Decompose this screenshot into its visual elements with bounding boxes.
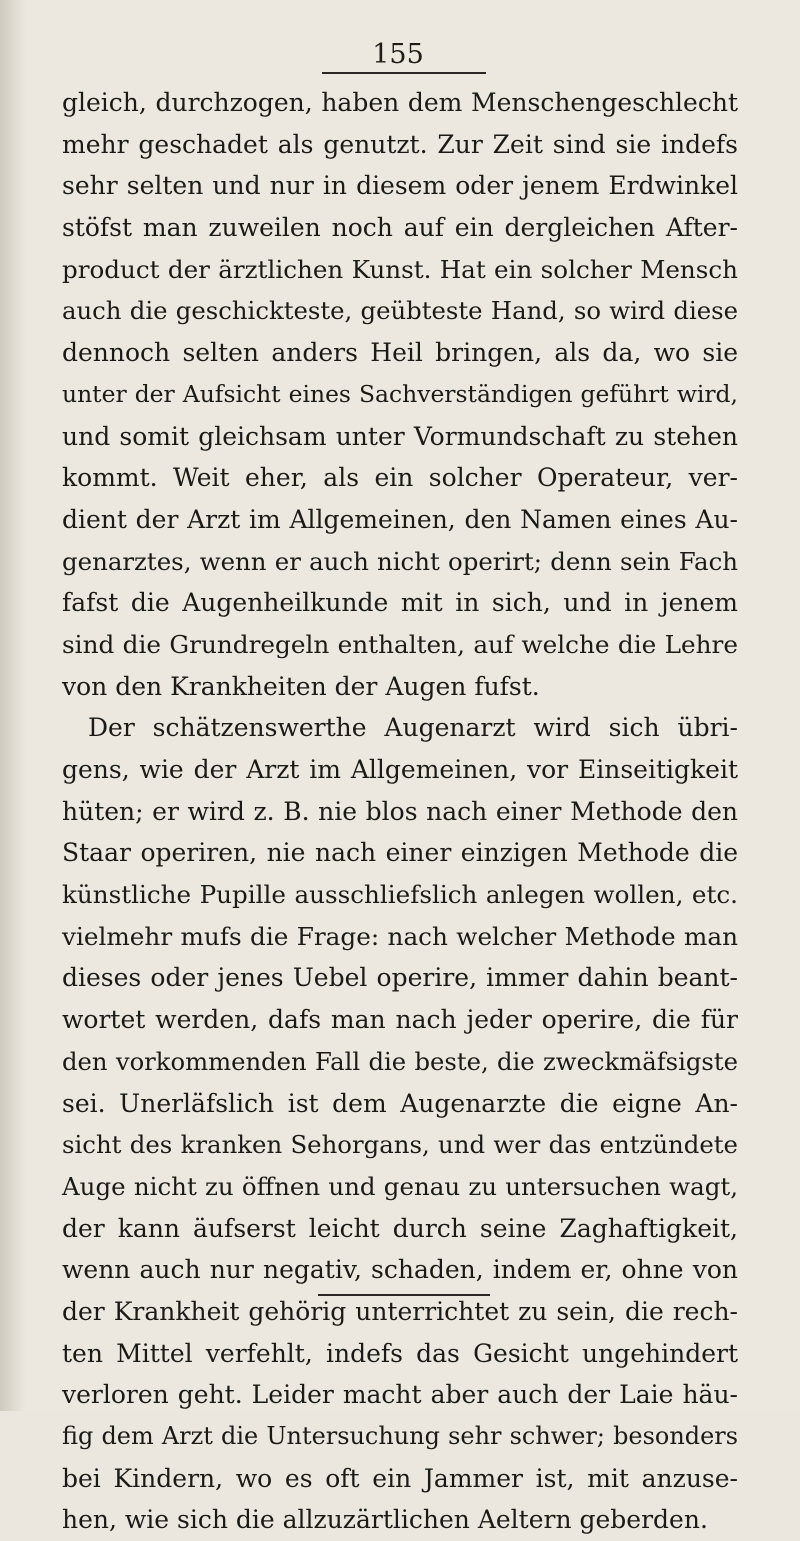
text-line: vielmehr mufs die Frage: nach welcher Methode man	[62, 921, 738, 951]
text-line-paragraph-start: Der schätzenswerthe Augenarzt wird sich übri-	[88, 713, 738, 743]
page-number: 155	[372, 39, 424, 70]
text-line: sehr selten und nur in diesem oder jenem Erdwinkel	[62, 171, 738, 201]
text-line: fafst die Augenheilkunde mit in sich, und in jenem	[62, 588, 738, 618]
text-line: dennoch selten anders Heil bringen, als da, wo sie	[62, 338, 738, 368]
text-line: product der ärztlichen Kunst. Hat ein solcher Mensch	[62, 254, 738, 284]
text-line: dieses oder jenes Uebel operire, immer dahin beant-	[62, 963, 738, 993]
text-line: gleich, durchzogen, haben dem Menschengeschlecht	[62, 88, 738, 117]
text-line-paragraph-end: von den Krankheiten der Augen fufst.	[62, 671, 540, 701]
text-line: unter der Aufsicht eines Sachverständigen geführt wird,	[62, 379, 738, 408]
header-rule	[322, 72, 486, 74]
spine-shadow	[0, 0, 26, 1411]
text-line: künstliche Pupille ausschliefslich anlegen wollen, etc.	[62, 880, 738, 910]
text-line: der kann äufserst leicht durch seine Zaghaftigkeit,	[62, 1213, 738, 1243]
text-line: wortet werden, dafs man nach jeder operire, die für	[62, 1005, 738, 1035]
text-line: und somit gleichsam unter Vormundschaft zu stehen	[62, 421, 738, 451]
footer-rule	[318, 1294, 490, 1296]
text-line: Auge nicht zu öffnen und genau zu untersuchen wagt,	[62, 1171, 738, 1201]
text-line: bei Kindern, wo es oft ein Jammer ist, mit anzuse-	[62, 1463, 738, 1493]
text-line: der Krankheit gehörig unterrichtet zu sein, die rech-	[62, 1296, 738, 1326]
text-line: gens, wie der Arzt im Allgemeinen, vor Einseitigkeit	[62, 755, 738, 784]
text-line: sei. Unerläfslich ist dem Augenarzte die eigne An-	[62, 1088, 738, 1118]
text-line: genarztes, wenn er auch nicht operirt; denn sein Fach	[62, 546, 738, 576]
text-line: auch die geschickteste, geübteste Hand, so wird diese	[62, 296, 738, 326]
text-line: hüten; er wird z. B. nie blos nach einer Methode den	[62, 796, 738, 826]
text-line: sicht des kranken Sehorgans, und wer das entzündete	[62, 1130, 738, 1160]
text-line: kommt. Weit eher, als ein solcher Operateur, ver-	[62, 463, 738, 493]
text-line: fig dem Arzt die Untersuchung sehr schwer; besonders	[62, 1422, 738, 1450]
text-line: mehr geschadet als genutzt. Zur Zeit sind sie indefs	[62, 129, 738, 159]
text-line: stöfst man zuweilen noch auf ein dergleichen After-	[62, 213, 738, 243]
text-line: ten Mittel verfehlt, indefs das Gesicht ungehindert	[62, 1338, 738, 1368]
text-line: wenn auch nur negativ, schaden, indem er, ohne von	[62, 1255, 738, 1285]
text-line: verloren geht. Leider macht aber auch der Laie häu-	[62, 1380, 738, 1410]
text-line: sind die Grundregeln enthalten, auf welche die Lehre	[62, 629, 738, 659]
text-line: den vorkommenden Fall die beste, die zweckmäfsigste	[62, 1046, 738, 1076]
text-line: dient der Arzt im Allgemeinen, den Namen eines Au-	[62, 504, 738, 534]
text-line: Staar operiren, nie nach einer einzigen Methode die	[62, 838, 738, 868]
text-line-paragraph-end: hen, wie sich die allzuzärtlichen Aeltern geberden.	[62, 1505, 708, 1535]
body-text	[62, 82, 738, 1541]
